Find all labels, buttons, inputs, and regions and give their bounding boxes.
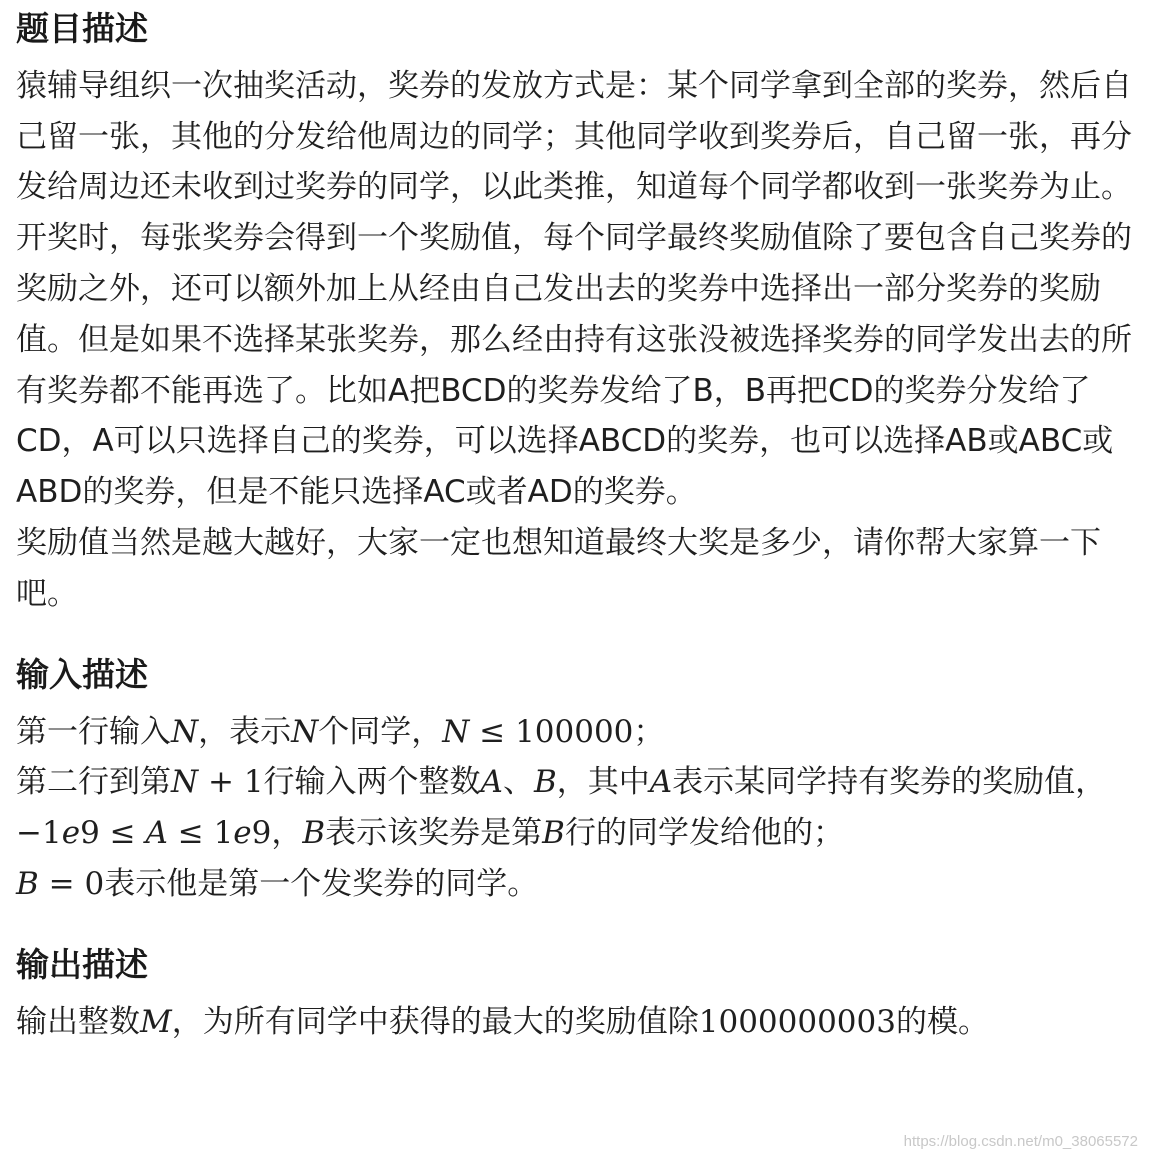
input-body bbox=[16, 707, 1141, 910]
input-line-1: 第一行输入N，表示N个同学，N ≤ 100000； bbox=[16, 713, 665, 750]
description-heading: 题目描述 bbox=[16, 9, 148, 48]
description-body bbox=[16, 61, 1141, 620]
input-line-3: B = 0表示他是第一个发奖券的同学。 bbox=[16, 865, 539, 902]
problem-statement bbox=[16, 0, 1141, 1047]
input-line-2: 第二行到第N + 1行输入两个整数A、B，其中A表示某同学持有奖券的奖励值，−1e9 ≤ A ≤ 1e9，B表示该奖券是第B行的同学发给他的； bbox=[16, 764, 1107, 852]
csdn-watermark: https://blog.csdn.net/m0_38065572 bbox=[903, 1133, 1138, 1150]
description-paragraph: 开奖时，每张奖券会得到一个奖励值，每个同学最终奖励值除了要包含自己奖券的奖励之外，还可以额外加上从经由自己发出去的奖券中选择出一部分奖券的奖励值。但是如果不选择某张奖券，那么经由持有这张没被选择奖券的同学发出去的所有奖券都不能再选了。比如A把BCD的奖券发给了B，B再把CD的奖券分发给了CD，A可以只选择自己的奖券，可以选择ABCD的奖券，也可以选择AB或ABC或ABD的奖券，但是不能只选择AC或者AD的奖券。 bbox=[16, 220, 1132, 511]
output-line: 输出整数M，为所有同学中获得的最大的奖励值除1000000003的模。 bbox=[16, 1003, 989, 1040]
description-paragraph: 奖励值当然是越大越好，大家一定也想知道最终大奖是多少，请你帮大家算一下吧。 bbox=[16, 525, 1101, 612]
input-heading: 输入描述 bbox=[16, 654, 148, 694]
description-paragraph: 猿辅导组织一次抽奖活动，奖券的发放方式是：某个同学拿到全部的奖券，然后自己留一张，其他的分发给他周边的同学；其他同学收到奖券后，自己留一张，再分发给周边还未收到过奖券的同学，以此类推，知道每个同学都收到一张奖券为止。 bbox=[16, 67, 1132, 206]
output-body bbox=[16, 997, 1141, 1048]
output-heading: 输出描述 bbox=[16, 944, 148, 984]
